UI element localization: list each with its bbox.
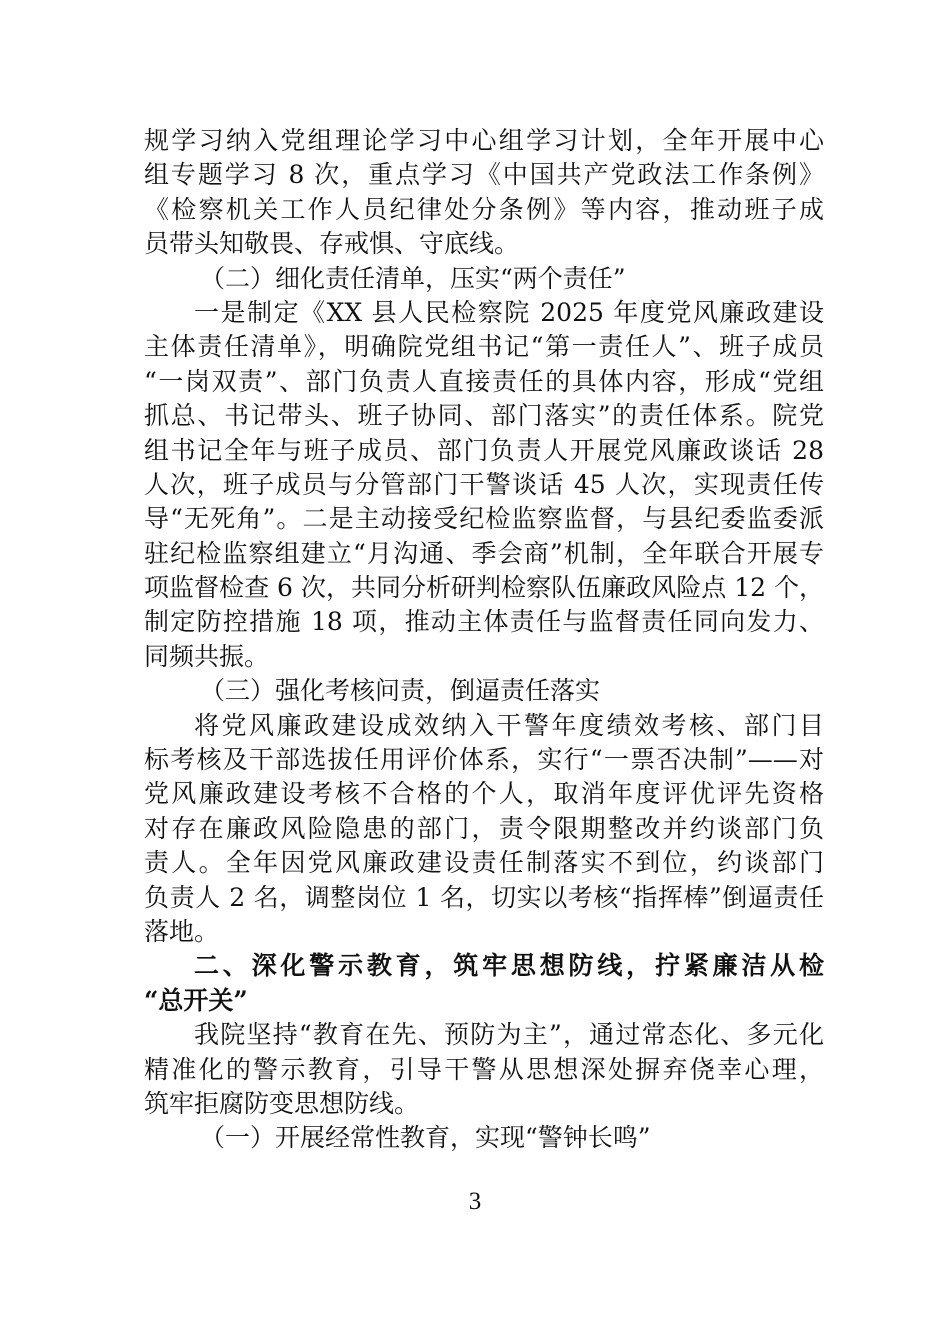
text-line: “一岗双责”、部门负责人直接责任的具体内容，形成“党组	[144, 366, 824, 396]
text-line: 筑牢拒腐防变思想防线。	[144, 1088, 420, 1118]
text-line: 对存在廉政风险隐患的部门，责令限期整改并约谈部门负	[144, 813, 824, 843]
text-line: 将党风廉政建设成效纳入干警年度绩效考核、部门目	[194, 710, 824, 740]
text-line: 责人。全年因党风廉政建设责任制落实不到位，约谈部门	[144, 848, 824, 878]
body-text	[144, 124, 824, 1156]
text-line: 党风廉政建设考核不合格的个人，取消年度评优评先资格	[144, 779, 824, 809]
text-line: 我院坚持“教育在先、预防为主”，通过常态化、多元化	[194, 1020, 824, 1050]
text-line: 制定防控措施 18 项，推动主体责任与监督责任同向发力、	[144, 607, 824, 637]
text-line: 项监督检查 6 次，共同分析研判检察队伍廉政风险点 12 个，	[144, 573, 824, 603]
text-line: 精准化的警示教育，引导干警从思想深处摒弃侥幸心理，	[144, 1054, 824, 1084]
text-line: 组专题学习 8 次，重点学习《中国共产党政法工作条例》	[144, 160, 824, 190]
text-line: 驻纪检监察组建立“月沟通、季会商”机制，全年联合开展专	[144, 538, 824, 568]
section-heading: （二）细化责任清单，压实“两个责任”	[200, 263, 626, 293]
text-line: 人次，班子成员与分管部门干警谈话 45 人次，实现责任传	[144, 469, 824, 499]
section-heading: （三）强化考核问责，倒逼责任落实	[200, 676, 601, 706]
text-line: 标考核及干部选拔任用评价体系，实行“一票否决制”——对	[144, 745, 824, 775]
text-line: 员带头知敬畏、存戒惧、守底线。	[144, 229, 520, 259]
text-line: 抓总、书记带头、班子协同、部门落实”的责任体系。院党	[144, 401, 824, 431]
text-line: 同频共振。	[144, 641, 270, 671]
text-line: 《检察机关工作人员纪律处分条例》等内容，推动班子成	[144, 194, 824, 224]
text-line: 落地。	[144, 916, 220, 946]
text-line: 主体责任清单》，明确院党组书记“第一责任人”、班子成员	[144, 332, 824, 362]
text-line: 一是制定《XX 县人民检察院 2025 年度党风廉政建设	[194, 297, 824, 327]
main-heading: “总开关”	[144, 985, 248, 1015]
text-line: 负责人 2 名，调整岗位 1 名，切实以考核“指挥棒”倒逼责任	[144, 882, 824, 912]
text-line: 规学习纳入党组理论学习中心组学习计划，全年开展中心	[144, 126, 824, 155]
page-number: 3	[468, 1188, 482, 1215]
text-line: 导“无死角”。二是主动接受纪检监察监督，与县纪委监委派	[144, 504, 824, 534]
section-heading: （一）开展经常性教育，实现“警钟长鸣”	[200, 1123, 651, 1153]
text-line: 组书记全年与班子成员、部门负责人开展党风廉政谈话 28	[144, 435, 824, 465]
main-heading: 二、深化警示教育，筑牢思想防线，拧紧廉洁从检	[194, 951, 824, 981]
